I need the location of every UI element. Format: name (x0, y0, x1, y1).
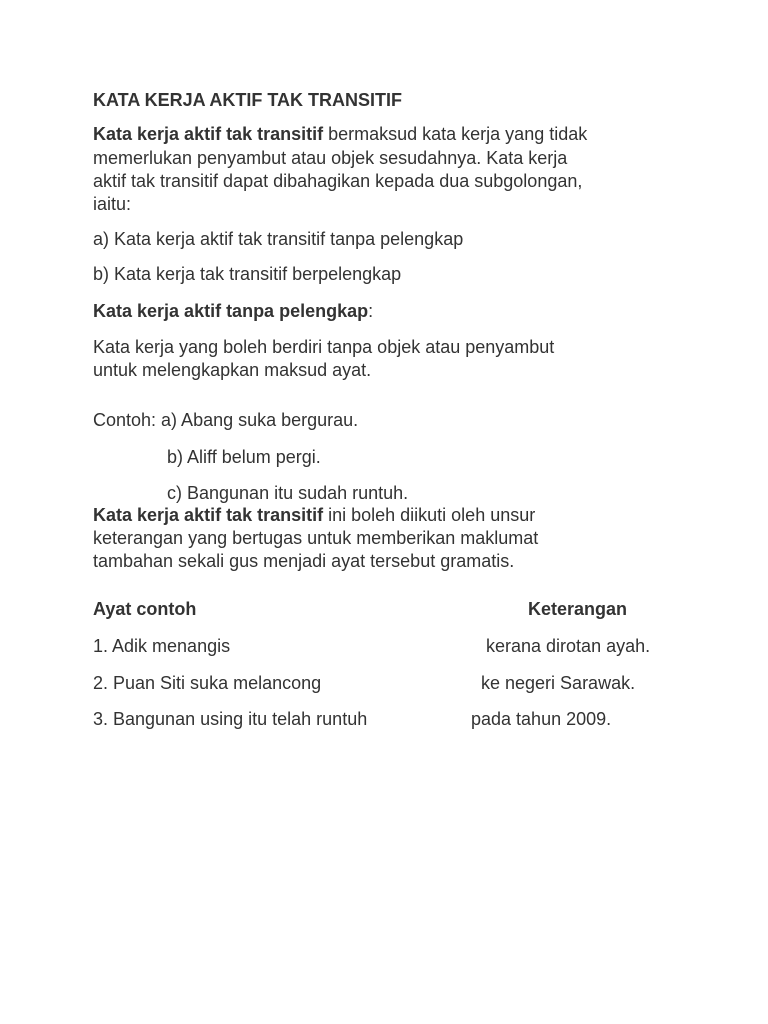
table-cell-description: ke negeri Sarawak. (481, 673, 636, 693)
section-heading (93, 300, 373, 322)
note-line: keterangan yang bertugas untuk memberikan maklumat (93, 528, 539, 548)
intro-text: bermaksud kata kerja yang tidak (323, 124, 588, 144)
note-line (93, 504, 535, 526)
table-cell-sentence: 3. Bangunan using itu telah runtuh (93, 709, 368, 729)
section-heading-text: Kata kerja aktif tanpa pelengkap (93, 301, 369, 321)
note-term: Kata kerja aktif tak transitif (93, 505, 324, 525)
subgroup-item: a) Kata kerja aktif tak transitif tanpa pelengkap (93, 229, 464, 249)
table-cell-sentence: 2. Puan Siti suka melancong (93, 673, 322, 693)
example-item: c) Bangunan itu sudah runtuh. (167, 483, 409, 503)
example-line (93, 409, 358, 431)
table-cell-sentence: 1. Adik menangis (93, 636, 231, 656)
intro-line: iaitu: (93, 194, 132, 214)
intro-term: Kata kerja aktif tak transitif (93, 124, 324, 144)
colon: : (368, 301, 374, 321)
section-desc: untuk melengkapkan maksud ayat. (93, 360, 372, 380)
example-item: a) Abang suka bergurau. (161, 410, 359, 430)
page-title: KATA KERJA AKTIF TAK TRANSITIF (93, 90, 402, 110)
table-header-sentence: Ayat contoh (93, 599, 197, 619)
example-item: b) Aliff belum pergi. (167, 447, 321, 467)
section-desc: Kata kerja yang boleh berdiri tanpa objek atau penyambut (93, 337, 555, 357)
table-cell-description: pada tahun 2009. (471, 709, 612, 729)
intro-line (93, 123, 587, 145)
note-text: ini boleh diikuti oleh unsur (323, 505, 536, 525)
note-line: tambahan sekali gus menjadi ayat tersebut gramatis. (93, 551, 515, 571)
table-cell-description: kerana dirotan ayah. (486, 636, 651, 656)
table-header-description: Keterangan (528, 599, 628, 619)
subgroup-item: b) Kata kerja tak transitif berpelengkap (93, 264, 402, 284)
intro-line: aktif tak transitif dapat dibahagikan kepada dua subgolongan, (93, 171, 583, 191)
example-label: Contoh: (93, 410, 162, 430)
intro-line: memerlukan penyambut atau objek sesudahnya. Kata kerja (93, 148, 568, 168)
